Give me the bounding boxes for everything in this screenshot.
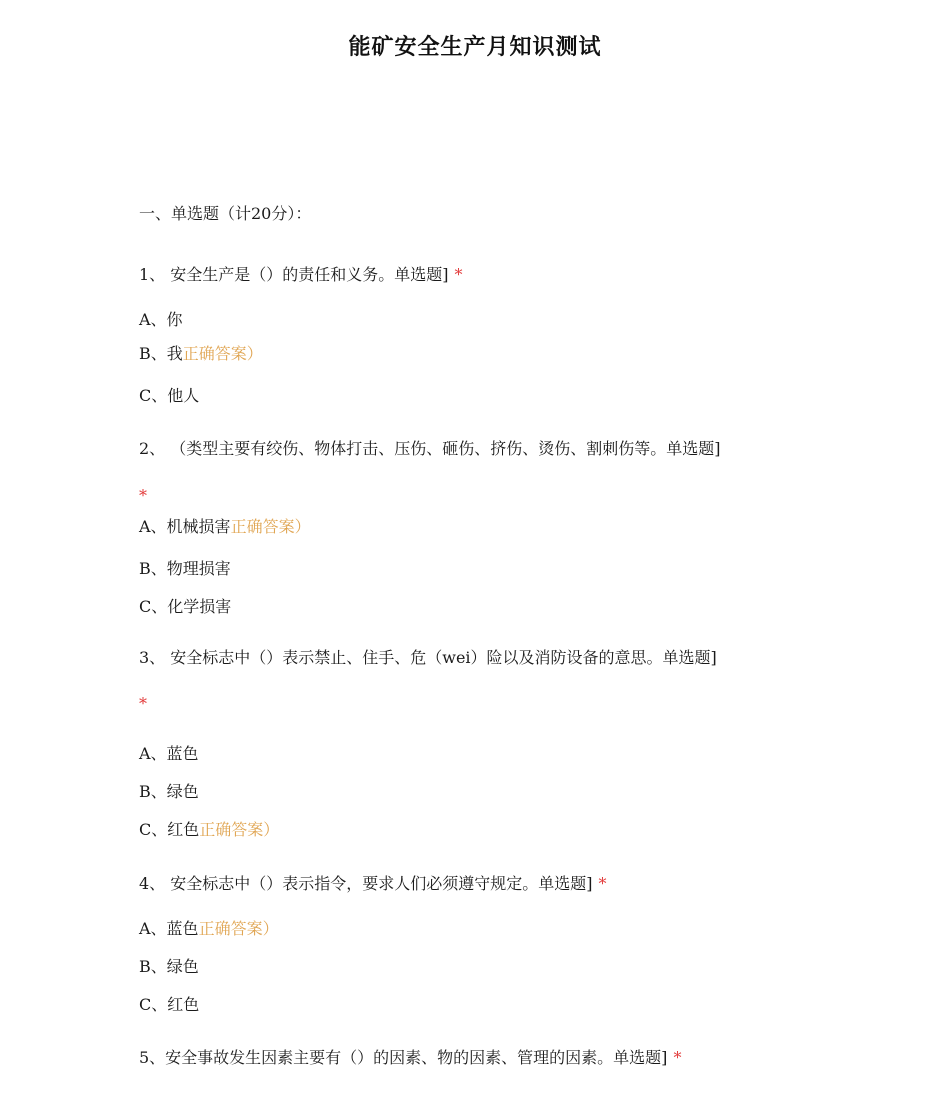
question-4-option-a <box>139 918 279 940</box>
question-1 <box>139 264 463 286</box>
option-text: C、化学损害 <box>139 597 232 616</box>
question-4 <box>139 873 607 895</box>
document-title: 能矿安全生产月知识测试 <box>348 35 602 60</box>
question-2-required-line <box>139 485 147 507</box>
required-mark: * <box>598 874 607 893</box>
option-text: C、红色 <box>139 820 200 839</box>
question-5-text: 5、安全事故发生因素主要有（）的因素、物的因素、管理的因素。单选题] <box>139 1048 668 1067</box>
required-mark: * <box>454 265 463 284</box>
question-2 <box>139 438 721 460</box>
question-3-text: 3、 安全标志中（）表示禁止、住手、危（wei）险以及消防设备的意思。单选题] <box>139 648 717 667</box>
required-mark: * <box>139 694 147 713</box>
question-1-option-b <box>139 343 263 365</box>
required-mark: * <box>139 486 147 505</box>
correct-answer-label: 正确答案） <box>230 517 311 536</box>
question-2-option-a <box>139 516 311 538</box>
option-text: A、机械损害 <box>139 517 231 536</box>
option-text: B、绿色 <box>139 957 199 976</box>
question-4-option-b <box>139 956 199 978</box>
option-text: C、他人 <box>139 386 200 405</box>
section-heading: 一、单选题（计20分）： <box>139 204 312 223</box>
option-text: B、物理损害 <box>139 559 231 578</box>
question-3-option-c <box>139 819 279 841</box>
option-text: A、蓝色 <box>139 744 199 763</box>
question-3 <box>139 647 717 669</box>
question-2-option-b <box>139 558 231 580</box>
option-text: C、红色 <box>139 995 200 1014</box>
option-text: B、我 <box>139 344 183 363</box>
question-4-text: 4、 安全标志中（）表示指令，要求人们必须遵守规定。单选题] <box>139 874 593 893</box>
question-2-option-c <box>139 596 231 618</box>
option-text: A、蓝色 <box>139 919 199 938</box>
question-3-option-b <box>139 781 199 803</box>
question-5 <box>139 1047 681 1069</box>
question-4-option-c <box>139 994 199 1016</box>
question-3-required-line <box>139 693 147 715</box>
question-1-text: 1、 安全生产是（）的责任和义务。单选题] <box>139 265 449 284</box>
question-1-option-a <box>139 309 183 331</box>
correct-answer-label: 正确答案） <box>182 344 263 363</box>
correct-answer-label: 正确答案） <box>198 919 279 938</box>
question-3-option-a <box>139 743 199 765</box>
option-text: B、绿色 <box>139 782 199 801</box>
correct-answer-label: 正确答案） <box>199 820 280 839</box>
option-text: A、你 <box>139 310 183 329</box>
question-2-text: 2、 （类型主要有绞伤、物体打击、压伤、砸伤、挤伤、烫伤、割刺伤等。单选题] <box>139 439 721 458</box>
required-mark: * <box>673 1048 682 1067</box>
question-1-option-c <box>139 385 199 407</box>
